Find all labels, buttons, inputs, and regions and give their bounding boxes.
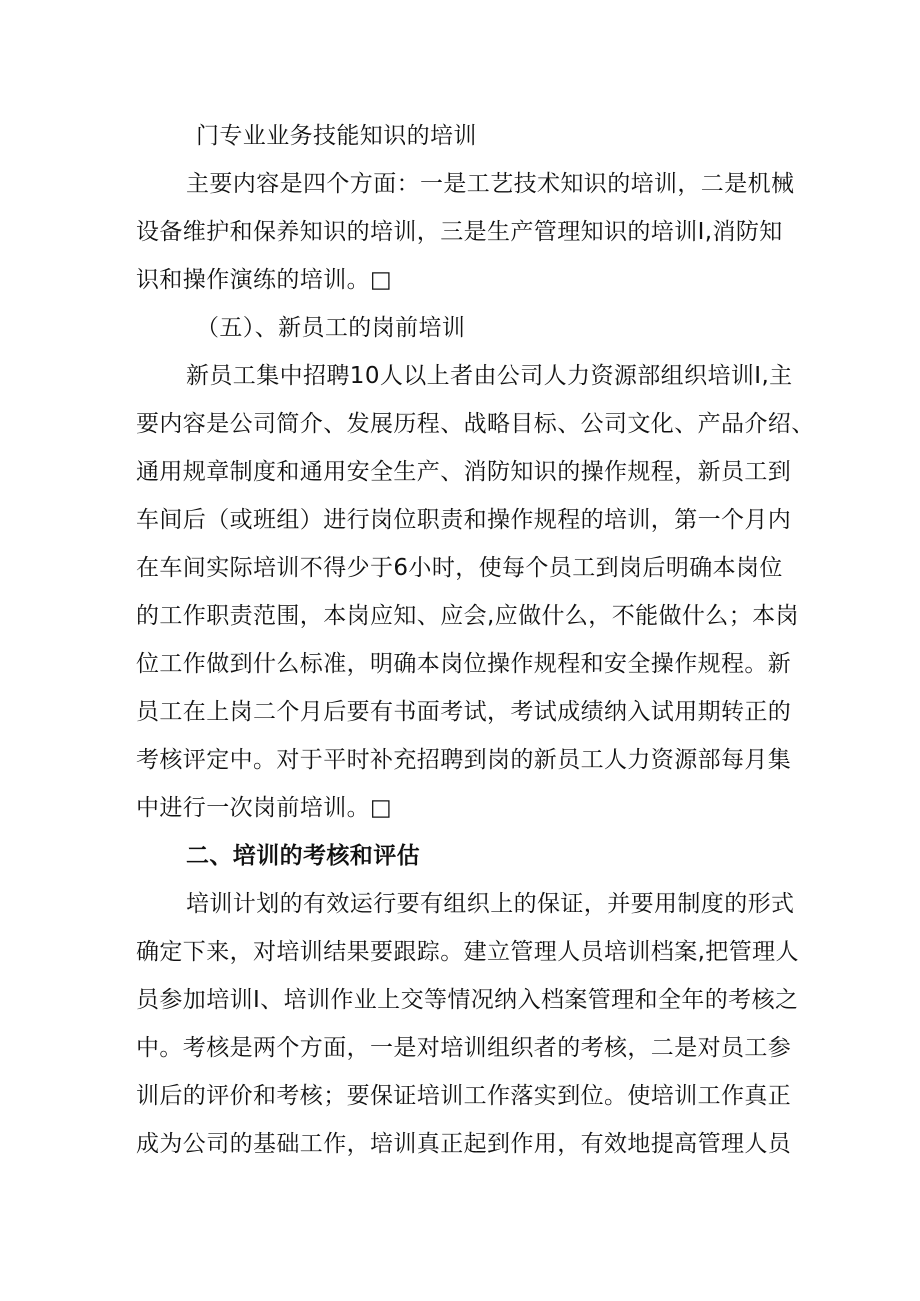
paragraph-line: 确定下来，对培训结果要跟踪。建立管理人员培训档案,把管理人 <box>136 939 799 965</box>
paragraph-line: 考核评定中。对于平时补充招聘到岗的新员工人力资源部每月集 <box>136 747 792 773</box>
paragraph-line: 员参加培训I、培训作业上交等情况纳入档案管理和全年的考核之 <box>136 987 799 1013</box>
paragraph-line: 新员工集中招聘10人以上者由公司人力资源部组织培训I,主 <box>186 363 793 389</box>
paragraph-line: 的工作职责范围，本岗应知、应会,应做什么，不能做什么；本岗 <box>136 603 799 629</box>
paragraph-line: 设备维护和保养知识的培训，三是生产管理知识的培训I,消防知 <box>136 219 783 245</box>
section-subheading: （五）、新员工的岗前培训 <box>196 315 466 341</box>
paragraph-line: 员工在上岗二个月后要有书面考试，考试成绩纳入试用期转正的 <box>136 699 792 725</box>
paragraph-line: 位工作做到什么标准，明确本岗位操作规程和安全操作规程。新 <box>136 651 792 677</box>
paragraph-line: 在车间实际培训不得少于6小时，使每个员工到岗后明确本岗位 <box>136 555 783 581</box>
paragraph-line: 中进行一次岗前培训。□ <box>136 795 393 821</box>
paragraph-line: 门专业业务技能知识的培训 <box>196 123 477 149</box>
paragraph-line: 培训计划的有效运行要有组织上的保证，并要用制度的形式 <box>186 891 795 917</box>
paragraph-line: 中。考核是两个方面，一是对培训组织者的考核，二是对员工参 <box>136 1035 792 1061</box>
paragraph-line: 车间后（或班组）进行岗位职责和操作规程的培训，第一个月内 <box>136 507 792 533</box>
paragraph-line: 成为公司的基础工作，培训真正起到作用，有效地提高管理人员 <box>136 1131 792 1157</box>
paragraph-line: 识和操作演练的培训。□ <box>136 267 393 293</box>
paragraph-line: 通用规章制度和通用安全生产、消防知识的操作规程，新员工到 <box>136 459 792 485</box>
paragraph-line: 主要内容是四个方面：一是工艺技术知识的培训，二是机械 <box>186 171 795 197</box>
paragraph-line: 训后的评价和考核；要保证培训工作落实到位。使培训工作真正 <box>136 1083 792 1109</box>
section-heading: 二、培训的考核和评估 <box>186 843 420 869</box>
paragraph-line: 要内容是公司简介、发展历程、战略目标、公司文化、产品介绍、 <box>136 411 815 437</box>
